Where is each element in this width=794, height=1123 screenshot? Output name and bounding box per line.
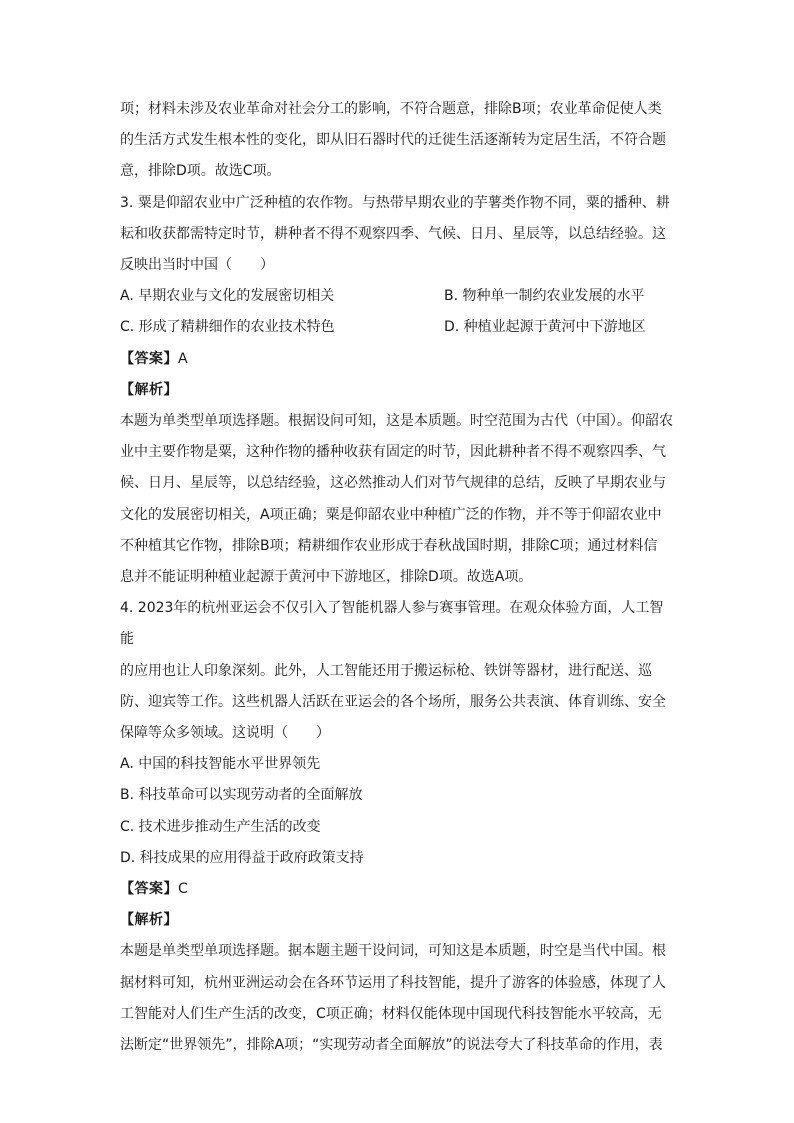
question-3-analysis: 本题为单类型单项选择题。根据设问可知，这是本质题。时空范围为古代（中国）。仰韶农 业中主要作物是粟，这种作物的播种收获有固定的时节，因此耕种者不得不观察四季、气 候、日月、星辰等，以总结经验，这必然推动人们对节气规律的总结，反映了早期农业与 文化的发展密切相关，A项正确；粟是仰韶农业中种植广泛的作物，并不等于仰韶农业中 不种植其它作物，排除B项；精耕细作农业形成于春秋战国时期，排除C项；通过材料信 息并不能证明种植业起源于黄河中下游地区，排除D项。故选A项。	[120, 413, 673, 586]
page-content	[120, 94, 676, 1061]
question-4-option-c: C. 技术进步推动生产生活的改变	[120, 818, 321, 835]
question-4-option-a: A. 中国的科技智能水平世界领先	[120, 756, 321, 773]
question-3-analysis-label: 【解析】	[120, 381, 178, 398]
question-3-option-a: A. 早期农业与文化的发展密切相关	[120, 288, 335, 305]
question-3-option-b: B. 物种单一制约农业发展的水平	[444, 288, 645, 305]
question-3-answer	[120, 344, 676, 375]
answer-label: 【答案】	[120, 350, 178, 367]
question-3-options	[120, 281, 676, 343]
question-4-option-b: B. 科技革命可以实现劳动者的全面解放	[120, 787, 363, 804]
answer-label: 【答案】	[120, 881, 178, 898]
answer-value: C	[178, 881, 189, 898]
question-3-stem: 3. 粟是仰韶农业中广泛种植的农作物。与热带早期农业的芋薯类作物不同，粟的播种、耕 耘和收获都需特定时节，耕种者不得不观察四季、气候、日月、星辰等，以总结经验。这 反映出当时中国（ ）	[120, 194, 670, 274]
question-4-analysis-label: 【解析】	[120, 912, 178, 929]
question-4-stem: 4. 2023年的杭州亚运会不仅引入了智能机器人参与赛事管理。在观众体验方面，人工智能 的应用也让人印象深刻。此外，人工智能还用于搬运标枪、铁饼等器材，进行配送、巡 防、迎宾等工作。这些机器人活跃在亚运会的各个场所，服务公共表演、体育训练、安全 保障等众多领域。这说明（ ）	[120, 600, 666, 742]
question-4-analysis: 本题是单类型单项选择题。据本题主题干设问词，可知这是本质题，时空是当代中国。根 据材料可知，杭州亚洲运动会在各环节运用了科技智能，提升了游客的体验感，体现了人 工智能对人们生产生活的改变，C项正确；材料仅能体现中国现代科技智能水平较高，无 法断定“世界领先”，排除A项；“实现劳动者全面解放”的说法夸大了科技革命的作用，表	[120, 943, 666, 1054]
question-4-answer	[120, 874, 676, 905]
question-4-option-d: D. 科技成果的应用得益于政府政策支持	[120, 849, 364, 866]
question-3-option-d: D. 种植业起源于黄河中下游地区	[444, 319, 646, 336]
question-3-option-c: C. 形成了精耕细作的农业技术特色	[120, 319, 335, 336]
previous-explanation-tail: 项；材料未涉及农业革命对社会分工的影响，不符合题意，排除B项；农业革命促使人类 的生活方式发生根本性的变化，即从旧石器时代的迁徙生活逐渐转为定居生活，不符合题 意，排除D项。故选C项。	[120, 101, 666, 180]
answer-value: A	[178, 350, 189, 367]
